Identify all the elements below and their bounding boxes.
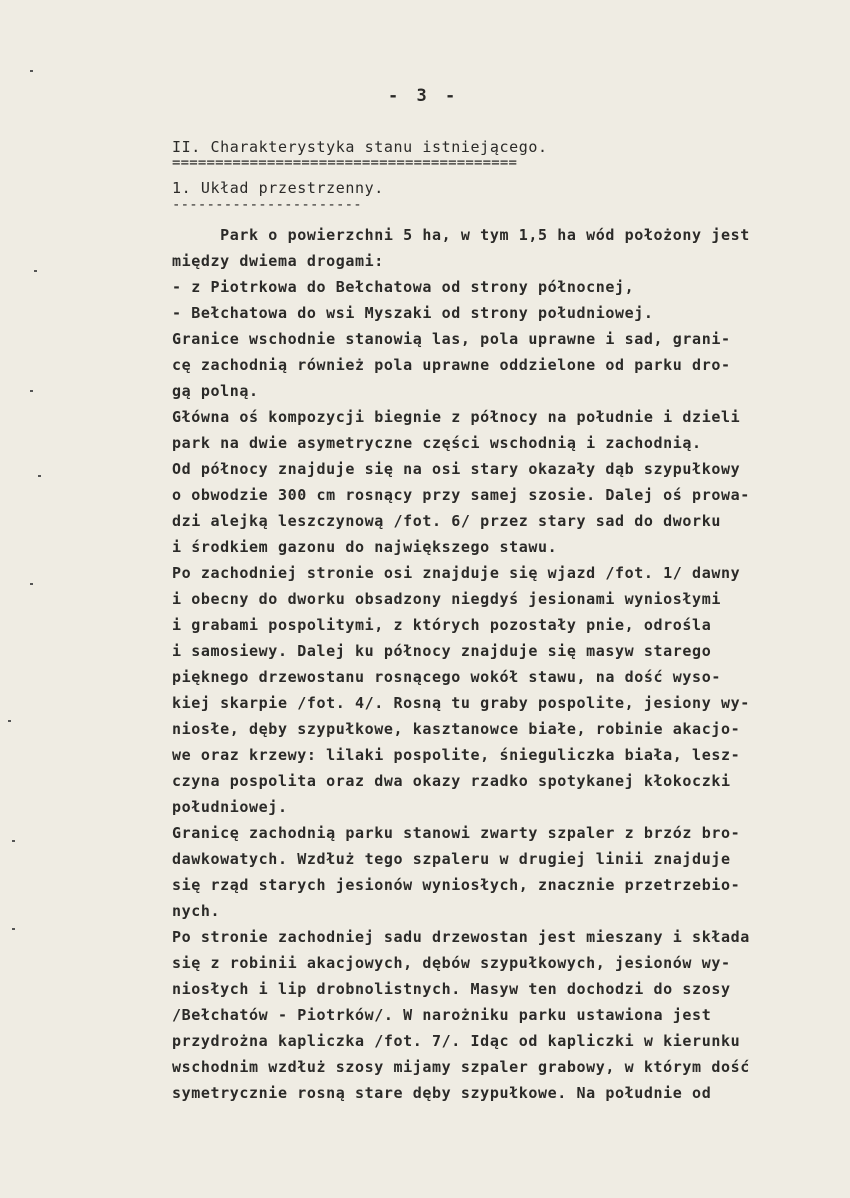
body-line: park na dwie asymetryczne części wschodnią i zachodnią. xyxy=(172,434,702,452)
body-line: - z Piotrkowa do Bełchatowa od strony północnej, xyxy=(172,278,635,296)
body-line: nych. xyxy=(172,902,221,920)
body-line: się z robinii akacjowych, dębów szypułkowych, jesionów wy- xyxy=(172,954,731,972)
body-line: niosłych i lip drobnolistnych. Masyw ten dochodzi do szosy xyxy=(172,980,731,998)
subsection-title: 1. Układ przestrzenny. xyxy=(172,179,384,197)
body-line: czyna pospolita oraz dwa okazy rzadko spotykanej kłokoczki xyxy=(172,772,731,790)
body-line: symetrycznie rosną stare dęby szypułkowe. Na południe od xyxy=(172,1084,712,1102)
body-line: we oraz krzewy: lilaki pospolite, śnieguliczka biała, lesz- xyxy=(172,746,741,764)
section-title: II. Charakterystyka stanu istniejącego. xyxy=(172,138,548,156)
page-number: - 3 - xyxy=(388,86,460,106)
body-line: Granice wschodnie stanowią las, pola uprawne i sad, grani- xyxy=(172,330,731,348)
body-line: - Bełchatowa do wsi Myszaki od strony południowej. xyxy=(172,304,654,322)
margin-speck xyxy=(12,840,15,842)
body-line: Główna oś kompozycji biegnie z północy na południe i dzieli xyxy=(172,408,741,426)
body-line: gą polną. xyxy=(172,382,259,400)
body-line: pięknego drzewostanu rosnącego wokół stawu, na dość wyso- xyxy=(172,668,721,686)
body-line: i grabami pospolitymi, z których pozostały pnie, odrośla xyxy=(172,616,712,634)
body-line: Po stronie zachodniej sadu drzewostan jest mieszany i składa xyxy=(172,928,750,946)
section-title-underline: ======================================== xyxy=(172,155,518,171)
margin-speck xyxy=(34,270,37,272)
body-line: między dwiema drogami: xyxy=(172,252,384,270)
body-line: Granicę zachodnią parku stanowi zwarty szpaler z brzóz bro- xyxy=(172,824,741,842)
body-line: /Bełchatów - Piotrków/. W narożniku parku ustawiona jest xyxy=(172,1006,712,1024)
margin-speck xyxy=(8,720,11,722)
body-line: niosłe, dęby szypułkowe, kasztanowce białe, robinie akacjo- xyxy=(172,720,741,738)
body-line: o obwodzie 300 cm rosnący przy samej szosie. Dalej oś prowa- xyxy=(172,486,750,504)
subsection-title-underline: ---------------------- xyxy=(172,197,362,213)
body-line: południowej. xyxy=(172,798,288,816)
body-line: Od północy znajduje się na osi stary okazały dąb szypułkowy xyxy=(172,460,741,478)
body-line: się rząd starych jesionów wyniosłych, znacznie przetrzebio- xyxy=(172,876,741,894)
body-line: i obecny do dworku obsadzony niegdyś jesionami wyniosłymi xyxy=(172,590,721,608)
body-line: kiej skarpie /fot. 4/. Rosną tu graby pospolite, jesiony wy- xyxy=(172,694,750,712)
margin-speck xyxy=(30,390,33,392)
margin-speck xyxy=(30,583,33,585)
body-line: Park o powierzchni 5 ha, w tym 1,5 ha wód położony jest xyxy=(172,226,750,244)
body-line: dzi alejką leszczynową /fot. 6/ przez stary sad do dworku xyxy=(172,512,721,530)
body-line: i samosiewy. Dalej ku północy znajduje się masyw starego xyxy=(172,642,712,660)
margin-speck xyxy=(38,475,41,477)
body-line: wschodnim wzdłuż szosy mijamy szpaler grabowy, w którym dość xyxy=(172,1058,750,1076)
body-line: dawkowatych. Wzdłuż tego szpaleru w drugiej linii znajduje xyxy=(172,850,731,868)
body-line: i środkiem gazonu do największego stawu. xyxy=(172,538,558,556)
margin-speck xyxy=(12,928,15,930)
margin-speck xyxy=(30,70,33,72)
body-line: przydrożna kapliczka /fot. 7/. Idąc od kapliczki w kierunku xyxy=(172,1032,741,1050)
body-line: cę zachodnią również pola uprawne oddzielone od parku dro- xyxy=(172,356,731,374)
body-line: Po zachodniej stronie osi znajduje się wjazd /fot. 1/ dawny xyxy=(172,564,741,582)
